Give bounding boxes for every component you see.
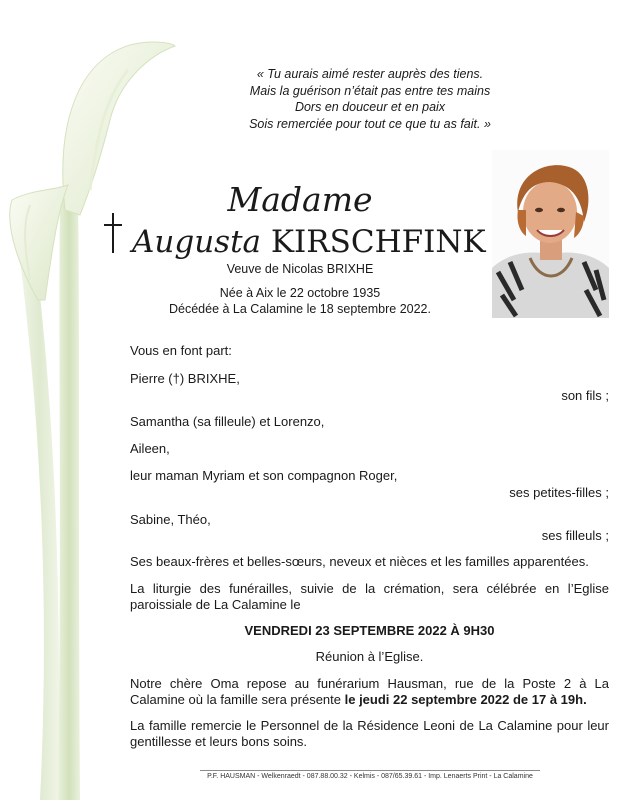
deceased-title: Madame <box>227 180 373 219</box>
visitation-text-start: Calamine où la famille sera présente <box>130 692 345 707</box>
cross-icon <box>101 213 125 253</box>
portrait-photo <box>492 150 609 318</box>
family-grandchild: Aileen, <box>130 441 170 456</box>
family-godchildren-role: ses filleuls ; <box>541 528 609 543</box>
visitation-text: Notre chère Oma repose au funérarium Hausman, rue de la Poste 2 à La <box>130 676 609 691</box>
poem-line: Dors en douceur et en paix <box>294 100 446 114</box>
family-godchildren: Sabine, Théo, <box>130 512 211 527</box>
deceased-name <box>132 222 486 262</box>
death-line: Décédée à La Calamine le 18 septembre 2022. <box>169 302 431 316</box>
ceremony-date: VENDREDI 23 SEPTEMBRE 2022 À 9H30 <box>244 623 495 638</box>
footer-imprint: P.F. HAUSMAN - Welkenraedt - 087.88.00.32 - Kelmis - 087/65.39.61 - Imp. Lenaerts Print - La Calamine <box>200 770 540 780</box>
family-grandchild: Samantha (sa filleule) et Lorenzo, <box>130 414 325 429</box>
poem-line: « Tu aurais aimé rester auprès des tiens. <box>256 67 484 81</box>
widow-of: Veuve de Nicolas BRIXHE <box>226 262 374 276</box>
ceremony-gathering: Réunion à l’Eglise. <box>315 649 424 664</box>
family-grandchild: leur maman Myriam et son compagnon Roger, <box>130 468 398 483</box>
deceased-first-name: Augusta <box>132 224 262 260</box>
family-son-role: son fils ; <box>561 388 609 403</box>
birth-death-info <box>150 285 450 317</box>
visitation-text <box>130 692 609 708</box>
poem-line: Mais la guérison n’était pas entre tes mains <box>249 83 491 98</box>
birth-line: Née à Aix le 22 octobre 1935 <box>219 286 381 300</box>
poem <box>205 66 535 132</box>
intro-text: Vous en font part: <box>130 343 232 358</box>
ceremony-text: La liturgie des funérailles, suivie de la crémation, sera célébrée en l’Eglise <box>130 581 609 596</box>
family-grandchildren-role: ses petites-filles ; <box>509 485 609 500</box>
thanks-text: La famille remercie le Personnel de la Résidence Leoni de La Calamine pour leur gentillesse et leurs bons soins. <box>130 718 609 749</box>
family-son: Pierre (†) BRIXHE, <box>130 371 240 386</box>
deceased-last-name: KIRSCHFINK <box>270 224 486 260</box>
visitation-date: le jeudi 22 septembre 2022 de 17 à 19h. <box>344 692 587 707</box>
ceremony-text: paroissiale de La Calamine le <box>130 597 301 612</box>
family-relatives: Ses beaux-frères et belles-sœurs, neveux et nièces et les familles apparentées. <box>130 554 589 569</box>
poem-line: Sois remerciée pour tout ce que tu as fait. » <box>249 116 491 131</box>
